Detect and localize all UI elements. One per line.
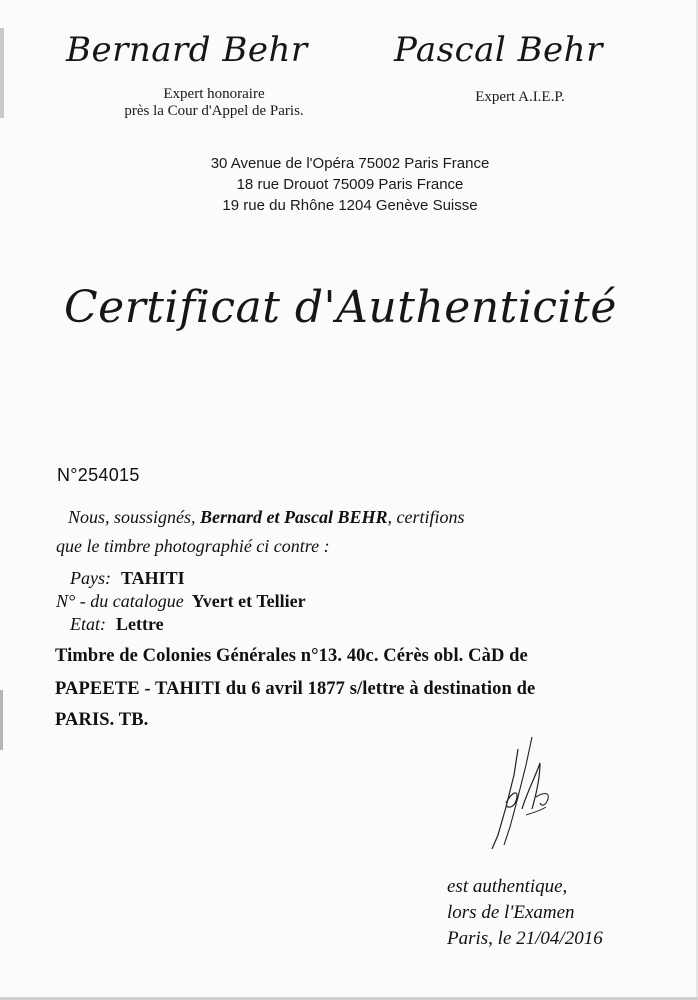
address-line-2: 18 rue Drouot 75009 Paris France (236, 176, 464, 193)
address-line-3: 19 rue du Rhône 1204 Genève Suisse (222, 197, 478, 214)
header-right-subtitle (430, 89, 610, 106)
address-line-1: 30 Avenue de l'Opéra 75002 Paris France (210, 155, 490, 172)
field-catalogue-label: N° - du catalogue (56, 591, 184, 611)
header-name-right: Pascal Behr (394, 30, 603, 70)
header-left-line2: près la Cour d'Appel de Paris. (124, 103, 304, 119)
field-etat-label: Etat: (70, 614, 106, 634)
description-line-2: PAPEETE - TAHITI du 6 avril 1877 s/lettre à destination de (55, 679, 536, 699)
intro-line-2: que le timbre photographié ci contre : (56, 536, 330, 556)
handwritten-signature (470, 735, 580, 855)
header-name-left: Bernard Behr (66, 30, 308, 70)
closing-line-1: est authentique, (447, 876, 568, 897)
intro-prefix: Nous, soussignés, (68, 507, 201, 527)
scan-edge-left (0, 28, 4, 118)
field-etat (70, 614, 164, 635)
field-pays-label: Pays: (70, 568, 111, 588)
address-block (150, 153, 550, 216)
field-catalogue (56, 591, 306, 612)
field-catalogue-value: Yvert et Tellier (191, 591, 306, 611)
header-left-subtitle (74, 86, 354, 120)
header-left-line1: Expert honoraire (163, 86, 265, 102)
field-pays (70, 568, 185, 589)
closing-line-2: lors de l'Examen (447, 902, 575, 923)
field-etat-value: Lettre (116, 614, 164, 634)
scan-edge-left-lower (0, 690, 3, 750)
intro-names: Bernard et Pascal BEHR (200, 507, 388, 527)
description-line-1: Timbre de Colonies Générales n°13. 40c. Cérès obl. CàD de (55, 646, 528, 666)
field-pays-value: TAHITI (120, 568, 185, 588)
closing-date: Paris, le 21/04/2016 (447, 928, 603, 949)
header-right-line1: Expert A.I.E.P. (475, 89, 565, 105)
closing-block (447, 874, 603, 952)
description-line-3: PARIS. TB. (55, 710, 149, 730)
intro-suffix: , certifions (387, 507, 465, 527)
certificate-title: Certificat d'Authenticité (64, 282, 617, 333)
intro-line-1 (68, 507, 465, 528)
certificate-number: N°254015 (57, 465, 140, 485)
